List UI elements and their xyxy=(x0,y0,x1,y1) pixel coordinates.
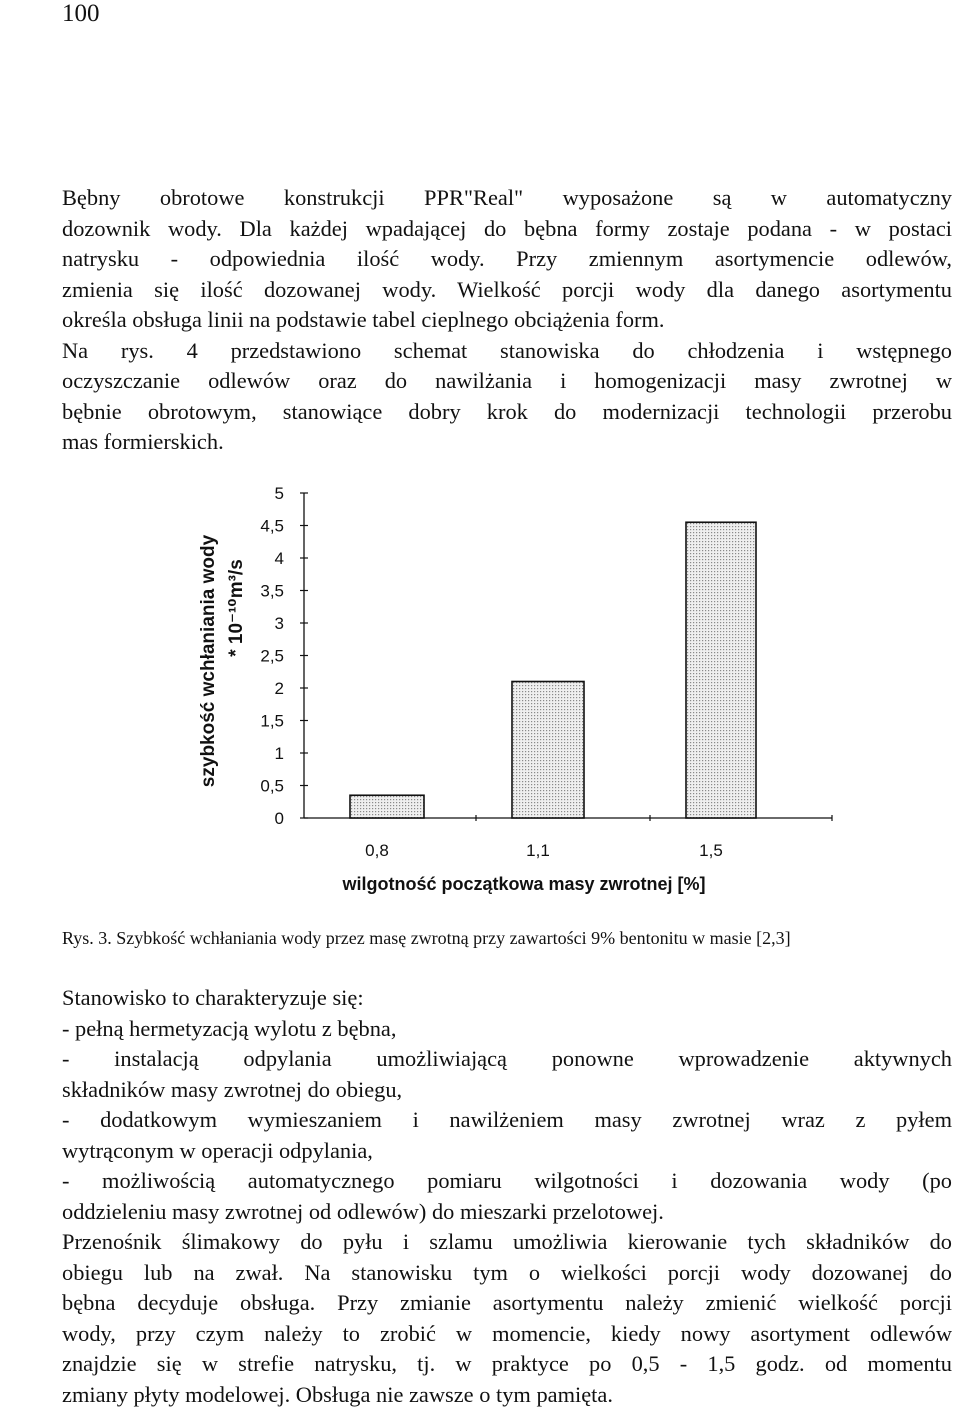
figure-caption: Rys. 3. Szybkość wchłaniania wody przez masę zwrotną przy zawartości 9% bentonitu w masie [2,3] xyxy=(62,928,791,949)
text-line: określa obsługa linii na podstawie tabel cieplnego obciążenia form. xyxy=(62,305,952,336)
text-line: Stanowisko to charakteryzuje się: xyxy=(62,983,952,1014)
text-line: zmienia się ilość dozowanej wody. Wielkość porcji wody dla danego asortymentu xyxy=(62,275,952,306)
y-tick-label: 5 xyxy=(275,484,284,503)
list-item: - instalacją odpylania umożliwiającą ponowne wprowadzenie aktywnych xyxy=(62,1044,952,1075)
bars xyxy=(350,522,756,818)
y-tick-label: 2,5 xyxy=(260,647,284,666)
body-paragraph-1 xyxy=(62,183,952,458)
x-tick-label: 1,5 xyxy=(699,841,723,860)
y-tick-label: 3 xyxy=(275,614,284,633)
list-item: - możliwością automatycznego pomiaru wilgotności i dozowania wody (po xyxy=(62,1166,952,1197)
text-line: zmiany płyty modelowej. Obsługa nie zawsze o tym pamięta. xyxy=(62,1380,952,1410)
bar xyxy=(686,522,756,818)
text-line: bębna decyduje obsługa. Przy zmianie asortymentu należy zmienić wielkość porcji xyxy=(62,1288,952,1319)
text-line: mas formierskich. xyxy=(62,427,952,458)
y-tick-label: 1,5 xyxy=(260,712,284,731)
x-tick-label: 0,8 xyxy=(365,841,389,860)
bar xyxy=(350,795,424,818)
y-tick-label: 0 xyxy=(275,809,284,828)
y-axis-label: szybkość wchłaniania wody xyxy=(198,534,219,787)
y-tick-label: 0,5 xyxy=(260,777,284,796)
x-tick-label: 1,1 xyxy=(526,841,550,860)
text-line: składników masy zwrotnej do obiegu, xyxy=(62,1075,952,1106)
list-item: - dodatkowym wymieszaniem i nawilżeniem masy zwrotnej wraz z pyłem xyxy=(62,1105,952,1136)
text-line: obiegu lub na zwał. Na stanowisku tym o wielkości porcji wody dozowanej do xyxy=(62,1258,952,1289)
text-line: znajdzie się w strefie natrysku, tj. w praktyce po 0,5 - 1,5 godz. od momentu xyxy=(62,1349,952,1380)
body-paragraph-2 xyxy=(62,983,952,1410)
water-absorption-bar-chart xyxy=(180,478,870,898)
text-line: dozownik wody. Dla każdej wpadającej do bębna formy zostaje podana - w postaci xyxy=(62,214,952,245)
y-axis-ticks xyxy=(260,484,308,828)
y-tick-label: 4,5 xyxy=(260,517,284,536)
text-line: oczyszczanie odlewów oraz do nawilżania i homogenizacji masy zwrotnej w xyxy=(62,366,952,397)
text-line: oddzieleniu masy zwrotnej od odlewów) do mieszarki przelotowej. xyxy=(62,1197,952,1228)
y-tick-label: 2 xyxy=(275,679,284,698)
text-line: natrysku - odpowiednia ilość wody. Przy zmiennym asortymencie odlewów, xyxy=(62,244,952,275)
y-tick-label: 1 xyxy=(275,744,284,763)
y-axis-label-group xyxy=(198,534,247,787)
x-axis-label: wilgotność początkowa masy zwrotnej [%] xyxy=(341,874,705,894)
text-line: bębnie obrotowym, stanowiące dobry krok do modernizacji technologii przerobu xyxy=(62,397,952,428)
y-tick-label: 3,5 xyxy=(260,582,284,601)
text-line: wody, przy czym należy to zrobić w momencie, kiedy nowy asortyment odlewów xyxy=(62,1319,952,1350)
text-line: Przenośnik ślimakowy do pyłu i szlamu umożliwia kierowanie tych składników do xyxy=(62,1227,952,1258)
y-tick-label: 4 xyxy=(275,549,284,568)
x-axis-ticks xyxy=(365,815,832,860)
text-line: Na rys. 4 przedstawiono schemat stanowiska do chłodzenia i wstępnego xyxy=(62,336,952,367)
list-item: - pełną hermetyzacją wylotu z bębna, xyxy=(62,1014,952,1045)
y-axis-unit-label: * 10⁻¹⁰m³/s xyxy=(226,559,247,657)
bar xyxy=(512,682,584,819)
text-line: wytrąconym w operacji odpylania, xyxy=(62,1136,952,1167)
page-number: 100 xyxy=(62,0,100,28)
text-line: Bębny obrotowe konstrukcji PPR"Real" wyposażone są w automatyczny xyxy=(62,183,952,214)
